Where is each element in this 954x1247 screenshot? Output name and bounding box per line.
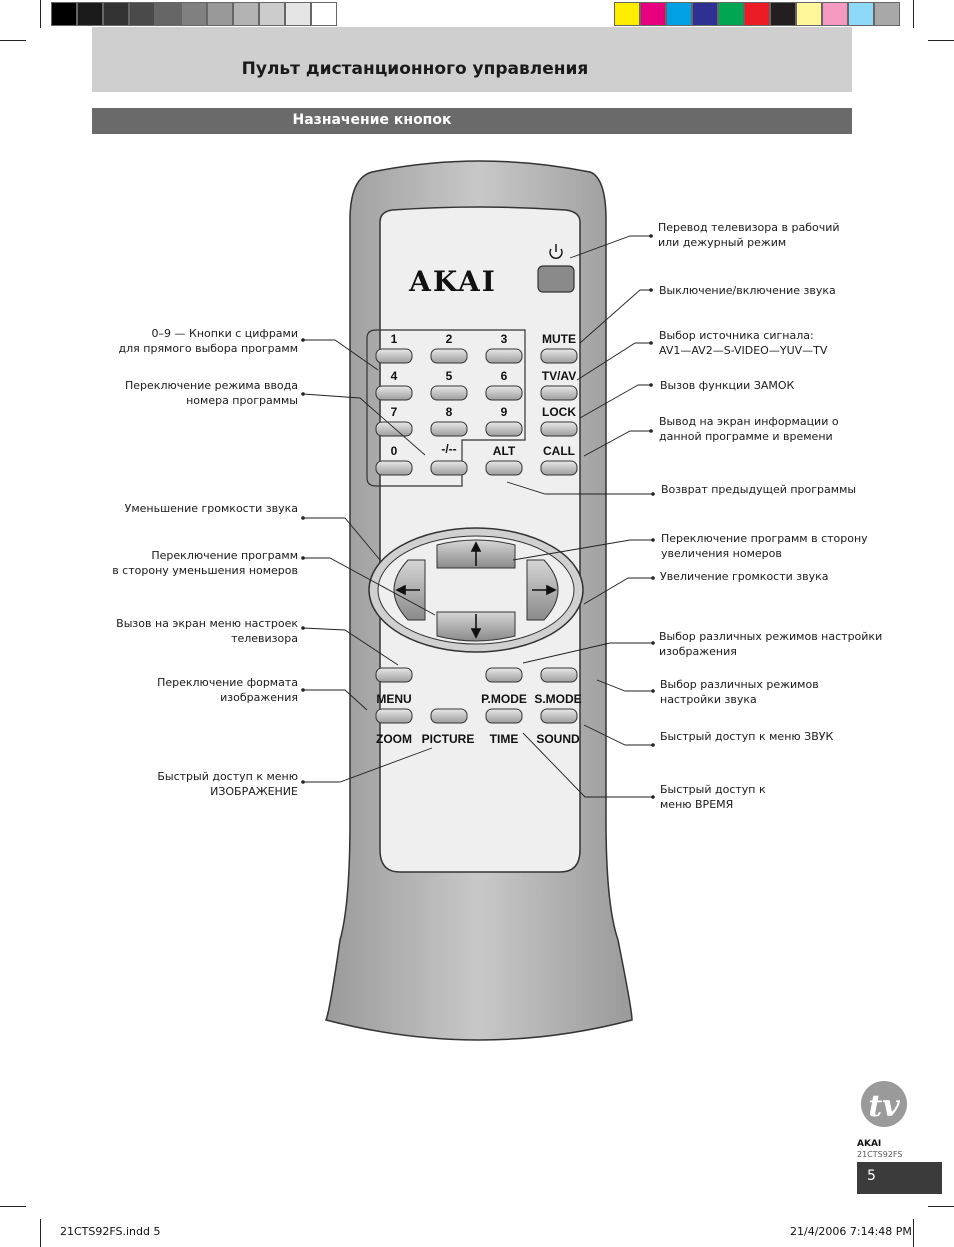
annotation-alt: Возврат предыдущей программы [661, 483, 857, 496]
key-2-button [431, 349, 467, 363]
key-5-label: 5 [445, 369, 453, 383]
annotation-volume-down: Уменьшение громкости звука [124, 502, 298, 515]
key-9-label: 9 [500, 405, 508, 419]
footer-file: 21CTS92FS.indd 5 [60, 1225, 161, 1238]
power-button [538, 266, 574, 292]
annotation-call: Вывод на экран информации о данной программе и времени [659, 415, 839, 443]
footer-brand: AKAI [857, 1139, 882, 1149]
lock-button [541, 422, 577, 436]
page-number: 5 [867, 1168, 876, 1184]
smode-button [541, 668, 577, 682]
lock-label: LOCK [542, 405, 576, 419]
key-6-button [486, 386, 522, 400]
smode-label: S.MODE [534, 692, 582, 706]
key-0-label: 0 [390, 444, 398, 458]
pmode-label: P.MODE [481, 692, 527, 706]
key-2-label: 2 [445, 332, 453, 346]
annotation-pmode: Выбор различных режимов настройки изображения [659, 630, 883, 658]
footer-model: 21CTS92FS [857, 1150, 903, 1159]
key-4-label: 4 [390, 369, 398, 383]
annotation-time: Быстрый доступ к меню ВРЕМЯ [660, 783, 766, 811]
section-title: Назначение кнопок [292, 112, 452, 128]
annotation-smode: Выбор различных режимов настройки звука [660, 678, 819, 706]
annotation-channel-down: Переключение программ в сторону уменьшения номеров [112, 549, 298, 577]
annotation-digit-keys: 0–9 — Кнопки с цифрами для прямого выбора программ [118, 327, 298, 355]
key-1-label: 1 [390, 332, 398, 346]
key-8-label: 8 [445, 405, 453, 419]
svg-text:tv: tv [868, 1089, 900, 1124]
key-0-button [376, 461, 412, 475]
tvav-label: TV/AV [541, 369, 577, 383]
menu-label: MENU [376, 692, 412, 706]
annotation-lock: Вызов функции ЗАМОК [660, 379, 795, 392]
sound-button [541, 709, 577, 723]
annotation-menu: Вызов на экран меню настроек телевизора [116, 617, 298, 645]
footer-timestamp: 21/4/2006 7:14:48 PM [790, 1225, 912, 1238]
key-7-label: 7 [390, 405, 398, 419]
call-button [541, 461, 577, 475]
annotation-input-mode: Переключение режима ввода номера программы [125, 379, 298, 407]
key-3-label: 3 [500, 332, 508, 346]
zoom-button [376, 709, 412, 723]
annotation-channel-up: Переключение программ в сторону увеличения номеров [661, 532, 868, 560]
menu-button [376, 668, 412, 682]
annotation-picture: Быстрый доступ к меню ИЗОБРАЖЕНИЕ [157, 770, 298, 798]
key-4-button [376, 386, 412, 400]
key-3-button [486, 349, 522, 363]
time-button [486, 709, 522, 723]
key-7-button [376, 422, 412, 436]
picture-label: PICTURE [421, 732, 475, 746]
tvav-button [541, 386, 577, 400]
call-label: CALL [543, 444, 575, 458]
dash-button [431, 461, 467, 475]
annotation-tvav: Выбор источника сигнала: AV1—AV2—S-VIDEO—YUV—TV [659, 329, 828, 357]
annotation-power: Перевод телевизора в рабочий или дежурный режим [658, 221, 840, 249]
alt-button [486, 461, 522, 475]
zoom-label: ZOOM [376, 732, 412, 746]
key-5-button [431, 386, 467, 400]
key-6-label: 6 [500, 369, 508, 383]
pmode-button [486, 668, 522, 682]
annotation-mute: Выключение/включение звука [659, 284, 836, 297]
annotation-sound: Быстрый доступ к меню ЗВУК [660, 730, 834, 743]
picture-button [431, 709, 467, 723]
page-title: Пульт дистанционного управления [241, 59, 589, 79]
dash-label: -/-- [441, 442, 457, 456]
annotation-volume-up: Увеличение громкости звука [660, 570, 829, 583]
mute-button [541, 349, 577, 363]
mute-label: MUTE [542, 332, 576, 346]
key-1-button [376, 349, 412, 363]
key-9-button [486, 422, 522, 436]
time-label: TIME [489, 732, 519, 746]
brand-logo: AKAI [409, 265, 497, 298]
tv-logo-icon [861, 1081, 907, 1127]
sound-label: SOUND [536, 732, 580, 746]
alt-label: ALT [492, 444, 516, 458]
key-8-button [431, 422, 467, 436]
annotation-zoom: Переключение формата изображения [157, 676, 298, 704]
